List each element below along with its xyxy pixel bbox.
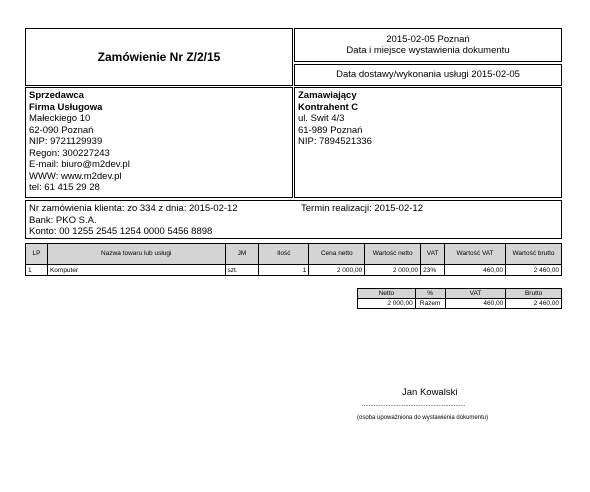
cell-vat-rate: 23%	[421, 265, 445, 276]
col-header-vat-value: Wartość VAT	[445, 244, 506, 265]
buyer-nip: NIP: 7894521336	[298, 136, 372, 147]
seller-tel: tel: 61 415 29 28	[29, 182, 100, 193]
bank-account: Konto: 00 1255 2545 1254 0000 5456 8898	[29, 226, 213, 237]
seller-heading: Sprzedawca	[29, 90, 84, 101]
seller-city: 62-090 Poznań	[29, 124, 94, 136]
cell-vat-value: 460,00	[445, 265, 506, 276]
buyer-city: 61-989 Poznań	[298, 124, 363, 136]
cell-name: Komputer	[47, 265, 225, 276]
col-header-vat-rate: VAT	[421, 244, 445, 265]
col-header-name: Nazwa towaru lub usługi	[47, 244, 225, 265]
buyer-street: ul. Swit 4/3	[298, 113, 345, 124]
seller-street: Małeckiego 10	[29, 113, 91, 124]
summary-vat: 460,00	[445, 299, 506, 309]
col-header-unit-price: Cena netto	[309, 244, 365, 265]
col-header-lp: LP	[26, 244, 48, 265]
summary-table	[357, 288, 562, 309]
summary-header-vat: VAT	[445, 289, 506, 299]
seller-nip: NIP: 9721129939	[29, 136, 103, 147]
summary-gross: 2 460,00	[506, 299, 562, 309]
cell-net-value: 2 000,00	[365, 265, 421, 276]
summary-header-gross: Brutto	[506, 289, 562, 299]
seller-box	[25, 87, 293, 198]
cell-unit-price: 2 000,00	[309, 265, 365, 276]
issue-caption: Data i miejsce wystawienia dokumentu	[346, 45, 510, 56]
client-order-number: Nr zamówienia klienta: zo 334 z dnia: 2015-02-12	[29, 203, 238, 214]
delivery-date: Data dostawy/wykonania usługi 2015-02-05	[336, 69, 520, 81]
bank-name: Bank: PKO S.A.	[29, 214, 97, 226]
summary-row	[358, 299, 562, 309]
items-table	[25, 243, 562, 276]
seller-regon: Regon: 300227243	[29, 147, 110, 159]
cell-qty: 1	[259, 265, 309, 276]
seller-name: Firma Usługowa	[29, 101, 103, 113]
delivery-date-box	[294, 64, 562, 86]
table-row	[26, 265, 562, 276]
order-title-box	[25, 28, 293, 86]
col-header-gross-value: Wartość brutto	[506, 244, 562, 265]
signature-caption: (osoba upoważniona do wystawienia dokumentu)	[357, 415, 489, 421]
buyer-name: Kontrahent C	[298, 101, 359, 113]
order-info-box	[25, 200, 562, 239]
summary-header-net: Netto	[358, 289, 416, 299]
summary-net: 2 000,00	[358, 299, 416, 309]
cell-lp: 1	[26, 265, 48, 276]
summary-label: Razem	[415, 299, 445, 309]
cell-unit: szt.	[225, 265, 259, 276]
cell-gross-value: 2 460,00	[506, 265, 562, 276]
issue-date: 2015-02-05 Poznań	[386, 33, 470, 45]
issue-date-box	[294, 28, 562, 62]
signature-line: ..............................................................	[362, 402, 466, 408]
buyer-heading: Zamawiający	[298, 90, 357, 101]
buyer-box	[294, 87, 562, 198]
order-title: Zamówienie Nr Z/2/15	[97, 50, 221, 64]
signatory-name: Jan Kowalski	[402, 387, 458, 398]
summary-header-percent: %	[415, 289, 445, 299]
realization-deadline: Termin realizacji: 2015-02-12	[301, 203, 423, 214]
col-header-unit: JM	[225, 244, 259, 265]
col-header-qty: Ilość	[259, 244, 309, 265]
seller-email: E-mail: biuro@m2dev.pl	[29, 159, 130, 170]
col-header-net-value: Wartość netto	[365, 244, 421, 265]
seller-www: WWW: www.m2dev.pl	[29, 170, 122, 182]
